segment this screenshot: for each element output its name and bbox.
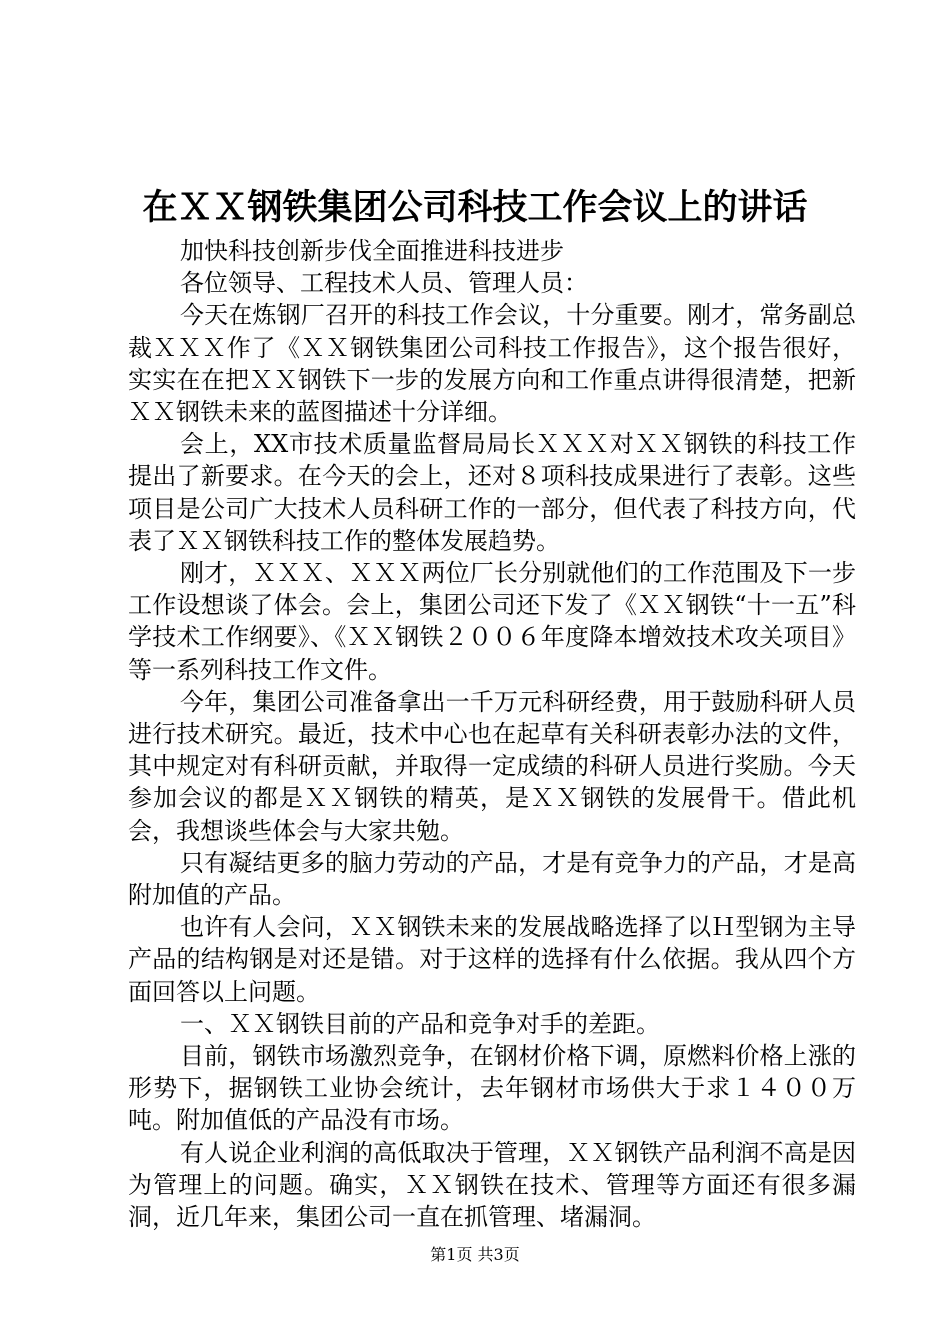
page-footer: 第1页 共3页 [430, 1245, 520, 1264]
document-body [128, 235, 856, 1233]
body-paragraph: 会上，XX市技术质量监督局局长ＸＸＸ对ＸＸ钢铁的科技工作提出了新要求。在今天的会上，还对８项科技成果进行了表彰。这些项目是公司广大技术人员科研工作的一部分，但代表了科技方向，代表了ＸＸ钢铁科技工作的整体发展趋势。 [128, 430, 856, 555]
body-paragraph: 有人说企业利润的高低取决于管理，ＸＸ钢铁产品利润不高是因为管理上的问题。确实，ＸＸ钢铁在技术、管理等方面还有很多漏洞，近几年来，集团公司一直在抓管理、堵漏洞。 [128, 1138, 856, 1232]
section-heading: 一、ＸＸ钢铁目前的产品和竞争对手的差距。 [180, 1009, 660, 1038]
body-paragraph: 只有凝结更多的脑力劳动的产品，才是有竞争力的产品，才是高附加值的产品。 [128, 848, 856, 910]
document-title: 在ＸＸ钢铁集团公司科技工作会议上的讲话 [142, 187, 808, 228]
body-paragraph: 目前，钢铁市场激烈竞争，在钢材价格下调，原燃料价格上涨的形势下，据钢铁工业协会统计，去年钢材市场供大于求１４００万吨。附加值低的产品没有市场。 [128, 1042, 856, 1135]
body-paragraph: 刚才，ＸＸＸ、ＸＸＸ两位厂长分别就他们的工作范围及下一步工作设想谈了体会。会上，集团公司还下发了《ＸＸ钢铁“十一五”科学技术工作纲要》、《ＸＸ钢铁２００６年度降本增效技术攻关项目》等一系列科技工作文件。 [128, 559, 856, 684]
salutation-paragraph: 各位领导、工程技术人员、管理人员： [180, 269, 588, 298]
body-paragraph: 也许有人会问，ＸＸ钢铁未来的发展战略选择了以Ｈ型钢为主导产品的结构钢是对还是错。对于这样的选择有什么依据。我从四个方面回答以上问题。 [128, 913, 856, 1006]
body-paragraph: 今天在炼钢厂召开的科技工作会议，十分重要。刚才，常务副总裁ＸＸＸ作了《ＸＸ钢铁集团公司科技工作报告》，这个报告很好，实实在在把ＸＸ钢铁下一步的发展方向和工作重点讲得很清楚，把新ＸＸ钢铁未来的蓝图描述十分详细。 [128, 301, 856, 427]
subtitle-paragraph: 加快科技创新步伐全面推进科技进步 [180, 237, 564, 265]
body-paragraph: 今年，集团公司准备拿出一千万元科研经费，用于鼓励科研人员进行技术研究。最近，技术中心也在起草有关科研表彰办法的文件，其中规定对有科研贡献，并取得一定成绩的科研人员进行奖励。今天参加会议的都是ＸＸ钢铁的精英，是ＸＸ钢铁的发展骨干。借此机会，我想谈些体会与大家共勉。 [128, 687, 856, 845]
